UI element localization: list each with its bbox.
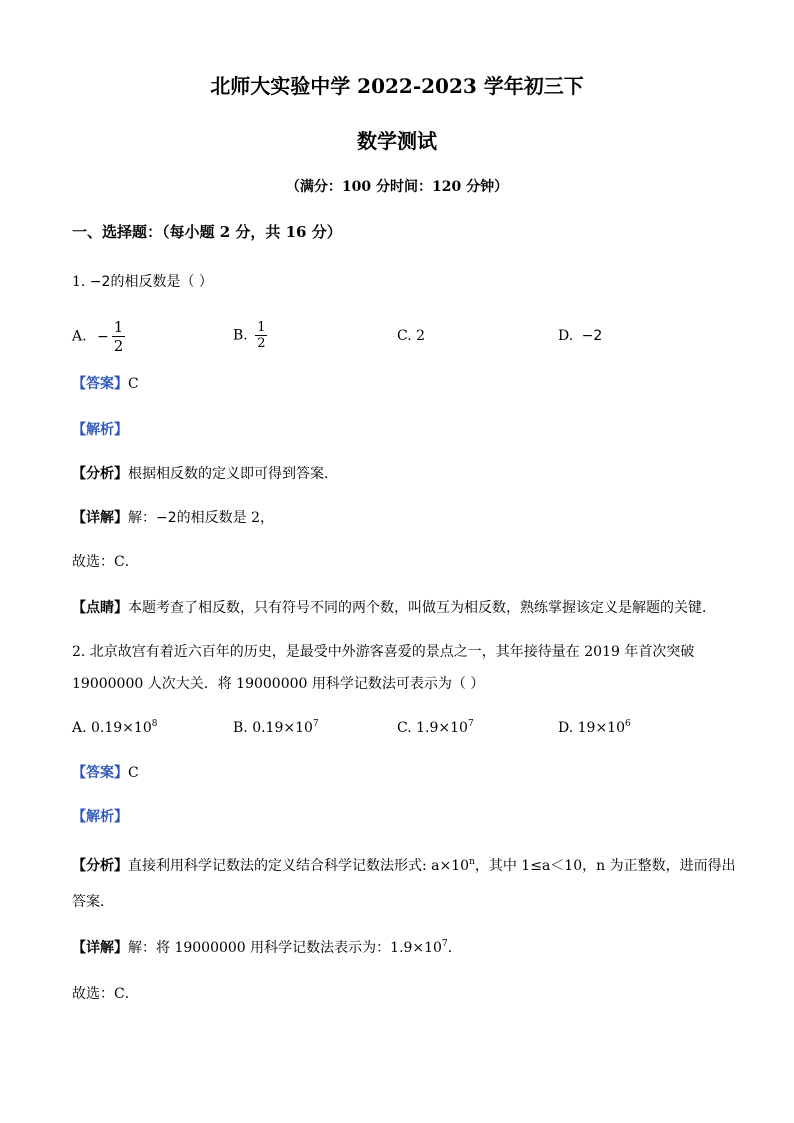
q1-detail-pre: 解： (128, 510, 156, 526)
q1-option-a-minus: − (97, 328, 109, 345)
q2-fenxi-line1 (72, 856, 736, 876)
q1-comment (72, 598, 716, 618)
q1-fenxi-label: 【分析】 (72, 466, 128, 482)
q1-option-a-numerator: 1 (113, 318, 124, 336)
q2-fenxi-post: ，其中 1≤a＜10，n 为正整数，进而得出 (474, 858, 736, 874)
q1-fenxi-text: 根据相反数的定义即可得到答案． (128, 466, 338, 482)
q2-fenxi-line2: 答案． (72, 894, 114, 910)
q2-option-c-base: C. 1.9×10 (397, 720, 468, 736)
q2-option-d (558, 718, 631, 738)
q1-option-d-label: D. (558, 328, 574, 344)
q1-option-b (233, 320, 267, 351)
q2-option-b-base: B. 0.19×10 (233, 720, 313, 736)
q2-detail-post: ． (447, 940, 462, 956)
document-title: 北师大实验中学 2022-2023 学年初三下 (210, 74, 584, 98)
q2-option-a-exp: 8 (151, 719, 158, 729)
q1-answer-value: C (128, 376, 139, 392)
section-heading-choice: 一、选择题：（每小题 2 分，共 16 分） (72, 223, 342, 241)
q2-answer (72, 763, 139, 783)
q1-stem (72, 272, 213, 292)
q2-option-d-exp: 6 (625, 719, 631, 729)
q1-choose: 故选：C． (72, 554, 139, 570)
q2-fenxi-label: 【分析】 (72, 858, 128, 874)
q1-option-d (558, 326, 602, 346)
document-subtitle: 数学测试 (357, 129, 437, 153)
q1-option-b-denominator: 2 (257, 336, 266, 351)
q1-comment-label: 【点睛】 (72, 600, 128, 616)
q1-option-a-denominator: 2 (113, 337, 124, 355)
q1-neg-two: −2 (89, 274, 111, 290)
q2-stem-line2: 19000000 人次大关．将 19000000 用科学记数法可表示为（ ） (72, 676, 485, 692)
q2-analysis-label: 【解析】 (72, 809, 128, 825)
q1-analysis-label: 【解析】 (72, 422, 128, 438)
q2-detail-pre: 解：将 19000000 用科学记数法表示为：1.9×10 (128, 940, 442, 956)
exam-info: （满分：100 分时间：120 分钟） (285, 179, 509, 195)
q2-answer-label: 【答案】 (72, 765, 128, 781)
q1-fenxi (72, 464, 338, 484)
q2-option-a-base: A. 0.19×10 (72, 720, 152, 736)
q2-option-a (72, 718, 157, 738)
q1-option-b-fraction (255, 320, 267, 351)
q1-analysis-heading (72, 420, 128, 440)
q2-choose: 故选：C． (72, 986, 139, 1002)
q1-comment-text: 本题考查了相反数，只有符号不同的两个数，叫做互为相反数，熟练掌握该定义是解题的关键． (128, 600, 716, 616)
q2-option-d-base: D. 19×10 (558, 720, 625, 736)
q1-detail-neg: −2 (156, 510, 177, 526)
q1-answer-label: 【答案】 (72, 376, 128, 392)
q2-detail-exp: 7 (441, 939, 448, 949)
q1-answer (72, 374, 139, 394)
q2-stem-line1: 2. 北京故宫有着近六百年的历史，是最受中外游客喜爱的景点之一，其年接待量在 2019 年首次突破 (72, 644, 695, 660)
q2-fenxi-exp: n (469, 857, 475, 867)
q1-detail-post: 的相反数是 2， (176, 510, 274, 526)
q1-stem-text: 的相反数是（ ） (110, 274, 213, 290)
q2-detail-label: 【详解】 (72, 940, 128, 956)
q1-option-c: C. 2 (397, 328, 426, 344)
q1-detail (72, 508, 274, 528)
q2-option-c-exp: 7 (467, 719, 474, 729)
q1-option-b-label: B. (233, 327, 248, 344)
q2-answer-value: C (128, 765, 139, 781)
q2-fenxi-pre: 直接利用科学记数法的定义结合科学记数法形式: a×10 (128, 858, 470, 874)
q1-number: 1. (72, 274, 86, 290)
q2-option-b-exp: 7 (312, 719, 319, 729)
q2-detail (72, 938, 462, 958)
q2-option-b (233, 718, 319, 738)
q1-option-a-label: A. (72, 328, 87, 345)
q1-option-a (72, 318, 125, 355)
q2-analysis-heading (72, 807, 128, 827)
q2-option-c (397, 718, 474, 738)
q1-option-d-value: −2 (581, 328, 603, 344)
q1-option-a-fraction (112, 318, 126, 355)
q1-detail-label: 【详解】 (72, 510, 128, 526)
q1-option-b-numerator: 1 (257, 320, 266, 335)
